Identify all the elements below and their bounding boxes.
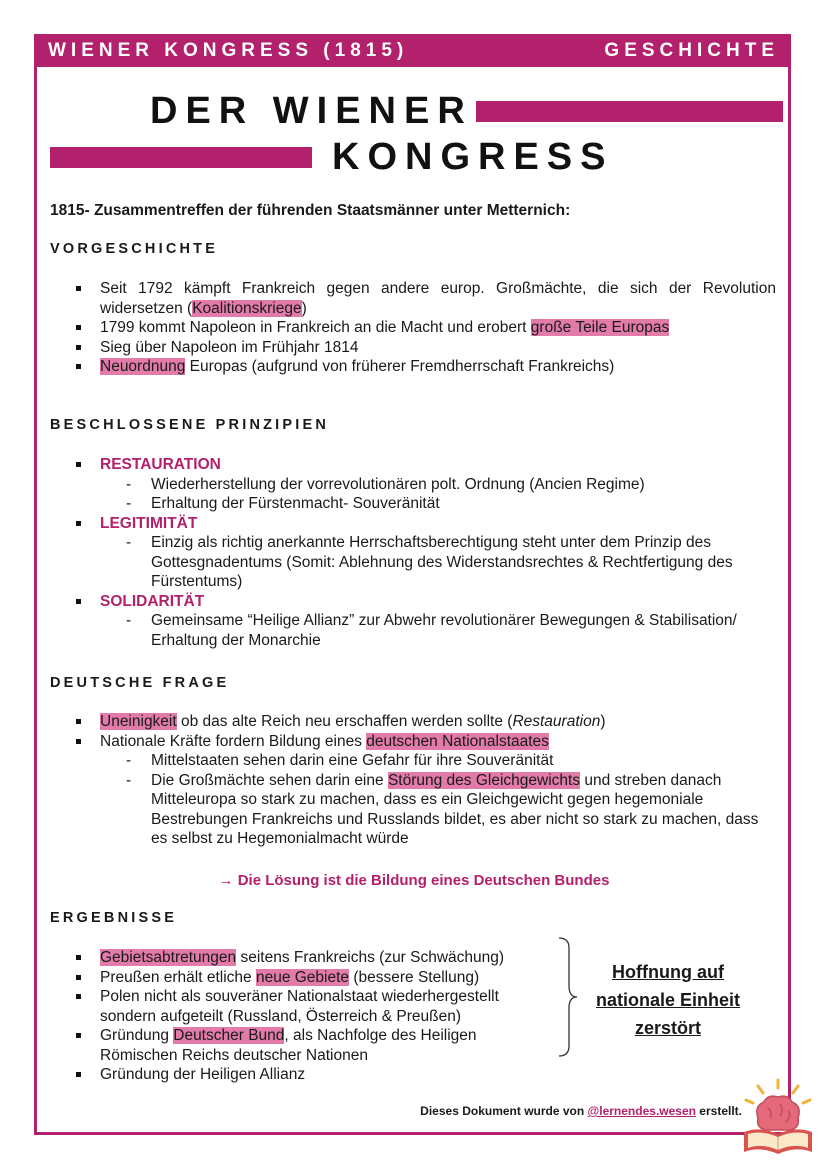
conclusion: → Die Lösung ist die Bildung eines Deutschen Bundes	[218, 872, 610, 889]
highlight: neue Gebiete	[255, 968, 350, 986]
principle-legitimitaet: LEGITIMITÄT	[76, 514, 776, 534]
title-line-1: DER WIENER	[150, 90, 473, 132]
list-item: Gründung Deutscher Bund, als Nachfolge des Heiligen Römischen Reichs deutscher Nationen	[76, 1026, 546, 1065]
list-vorgeschichte	[76, 279, 776, 377]
list-item: Seit 1792 kämpft Frankreich gegen andere europ. Großmächte, die sich der Revolution widersetzen (Koalitionskriege)	[76, 279, 776, 318]
sub-item: - Mittelstaaten sehen darin eine Gefahr für ihre Souveränität	[126, 752, 554, 769]
title-line-2: KONGRESS	[332, 136, 614, 178]
sub-item: - Gemeinsame “Heilige Allianz” zur Abwehr revolutionärer Bewegungen & Stabilisation/ Erhaltung der Monarchie	[126, 612, 737, 649]
list-item: Nationale Kräfte fordern Bildung eines deutschen Nationalstaates	[76, 732, 776, 752]
list-item: Uneinigkeit ob das alte Reich neu erschaffen werden sollte (Restauration)	[76, 712, 776, 732]
curly-brace	[555, 936, 585, 1058]
highlight: deutschen Nationalstaates	[366, 732, 549, 750]
title-bar-left	[50, 147, 312, 168]
list-item: Neuordnung Europas (aufgrund von früherer Fremdherrschaft Frankreichs)	[76, 357, 776, 377]
highlight: Uneinigkeit	[100, 713, 177, 730]
list-ergebnisse	[76, 948, 546, 1085]
highlight: Deutscher Bund	[173, 1027, 285, 1044]
highlight: Neuordnung	[100, 358, 186, 375]
sub-item: - Erhaltung der Fürstenmacht- Souveränität	[126, 495, 440, 512]
section-heading-vorgeschichte: VORGESCHICHTE	[50, 241, 219, 257]
header-bar	[34, 34, 791, 67]
title-bar-right	[476, 101, 783, 122]
list-item: Gründung der Heiligen Allianz	[76, 1065, 546, 1085]
principle-restauration: RESTAURATION	[76, 455, 776, 475]
list-prinzipien	[76, 455, 776, 650]
highlight: große Teile Europas	[530, 319, 670, 336]
list-item: 1799 kommt Napoleon in Frankreich an die Macht und erobert große Teile Europas	[76, 318, 776, 338]
author-handle[interactable]: @lernendes.wesen	[587, 1104, 696, 1118]
list-item: Sieg über Napoleon im Frühjahr 1814	[76, 338, 776, 358]
highlight: Gebietsabtretungen	[100, 949, 237, 966]
highlight: Koalitionskriege	[192, 299, 302, 317]
section-heading-ergebnisse: ERGEBNISSE	[50, 910, 178, 926]
header-topic: WIENER KONGRESS (1815)	[48, 39, 409, 61]
principle-solidaritaet: SOLIDARITÄT	[76, 592, 776, 612]
section-heading-deutsche-frage: DEUTSCHE FRAGE	[50, 675, 230, 691]
sub-item: - Wiederherstellung der vorrevolutionären polt. Ordnung (Ancien Regime)	[126, 475, 645, 493]
highlight: Störung des Gleichgewichts	[387, 771, 581, 789]
sub-item: - Die Großmächte sehen darin eine Störung des Gleichgewichts und streben danach Mitteleuropa so stark zu machen, dass es ein Gleichgewicht gegen hegemoniale Bestrebungen Frankreichs und Russlands bildet, es aber nicht so stark zu machen, dass es selbst zu Hegemonialmacht würde	[126, 771, 759, 847]
list-deutsche-frage	[76, 712, 776, 849]
brain-book-logo-icon	[738, 1076, 818, 1156]
list-item: Preußen erhält etliche neue Gebiete (bessere Stellung)	[76, 968, 546, 988]
callout-hoffnung: Hoffnung auf nationale Einheit zerstört	[595, 962, 741, 1038]
footer-credit: Dieses Dokument wurde von @lernendes.wesen erstellt.	[420, 1104, 742, 1118]
section-heading-prinzipien: BESCHLOSSENE PRINZIPIEN	[50, 417, 330, 433]
intro-text: 1815- Zusammentreffen der führenden Staatsmänner unter Metternich:	[50, 202, 571, 219]
header-subject: GESCHICHTE	[604, 39, 779, 61]
list-item: Polen nicht als souveräner Nationalstaat wiederhergestellt sondern aufgeteilt (Russland, Österreich & Preußen)	[76, 987, 546, 1026]
list-item: Gebietsabtretungen seitens Frankreichs (zur Schwächung)	[76, 948, 546, 968]
sub-item: - Einzig als richtig anerkannte Herrschaftsberechtigung steht unter dem Prinzip des Gottesgnadentums (Somit: Ablehnung des Widerstandsrechtes & Rechtfertigung des Fürstentums)	[126, 534, 733, 590]
